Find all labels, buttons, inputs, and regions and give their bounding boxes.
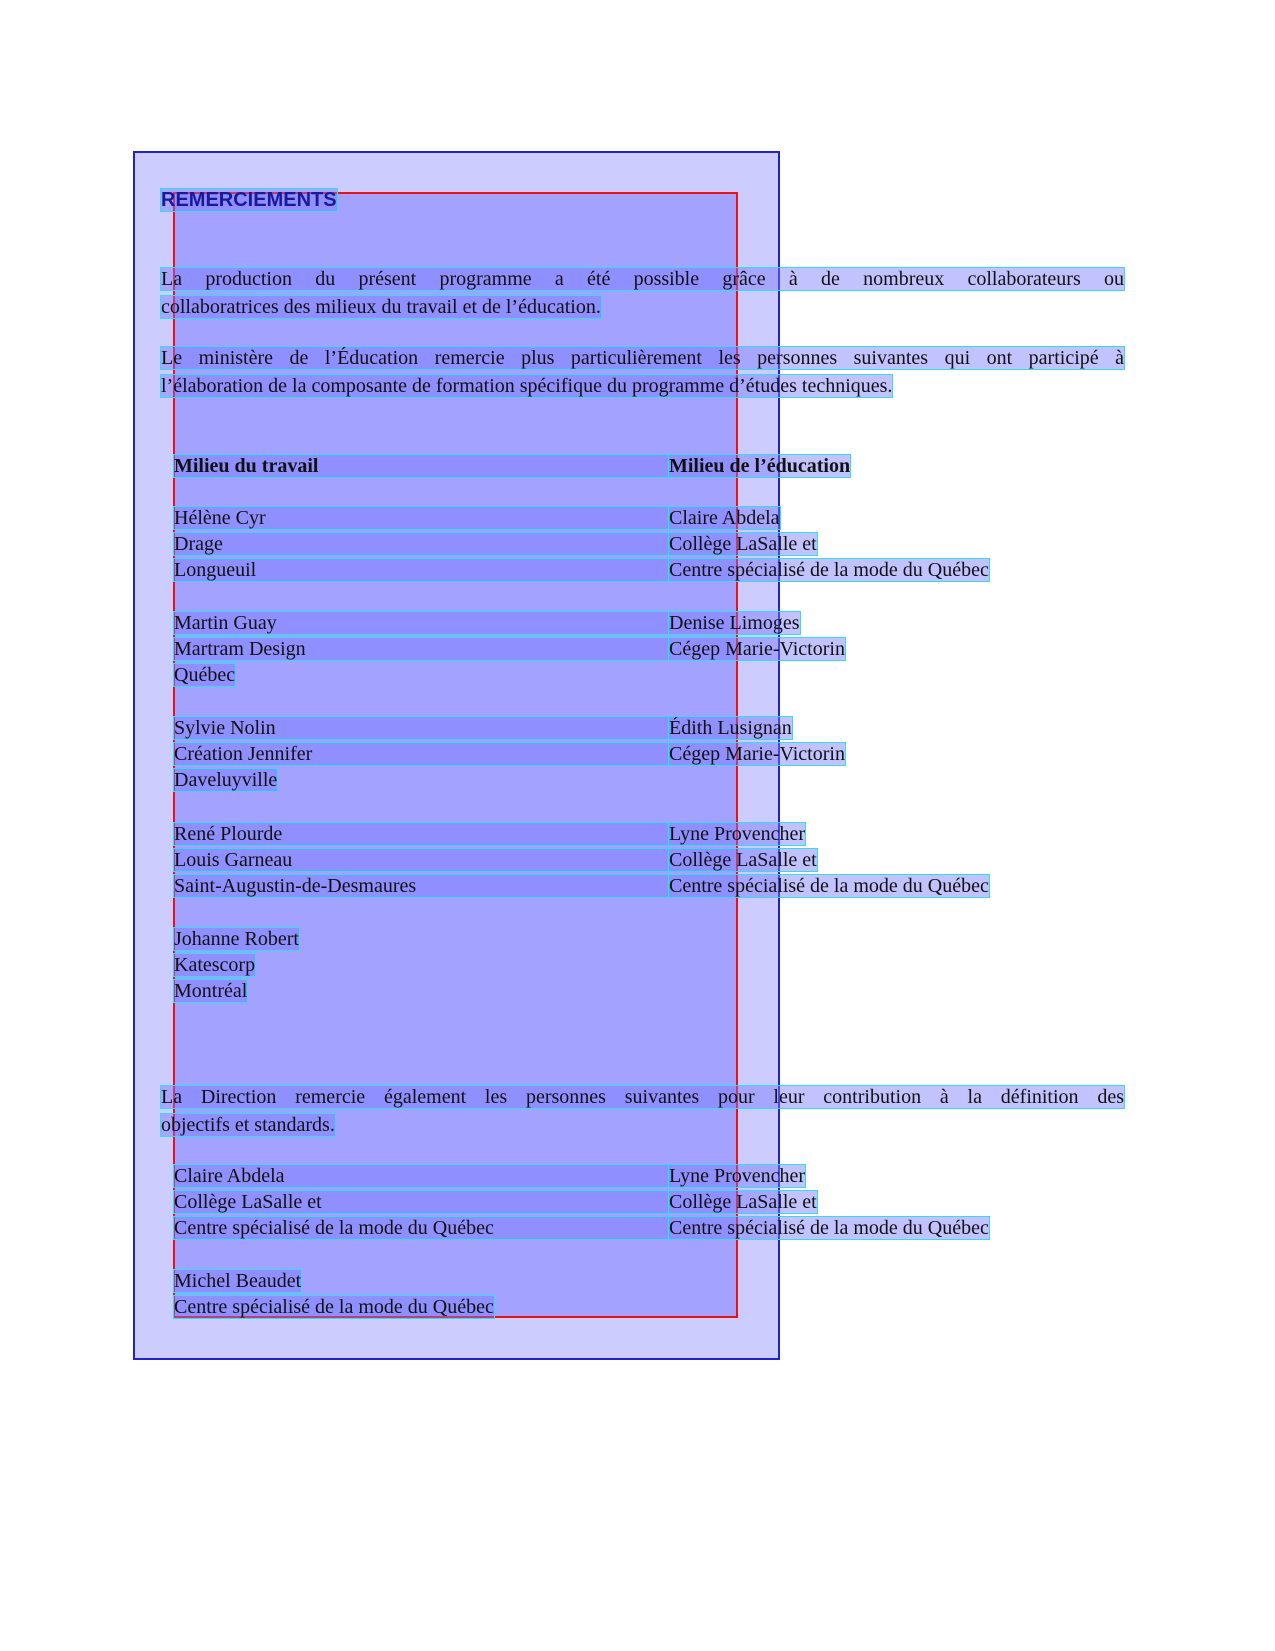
direction-person-name: Michel Beaudet xyxy=(174,1270,302,1292)
direction-person-name: Claire Abdela xyxy=(174,1165,669,1187)
intro-line-2: collaboratrices des milieux du travail et de l’éducation. xyxy=(161,296,601,318)
work-person-org: Martram Design xyxy=(174,638,669,660)
education-person-org: Cégep Marie-Victorin xyxy=(669,638,845,660)
work-person-city: Longueuil xyxy=(174,559,669,581)
direction-person-org: Centre spécialisé de la mode du Québec xyxy=(174,1217,669,1239)
column-heading-work: Milieu du travail xyxy=(174,455,669,477)
work-person-org: Création Jennifer xyxy=(174,743,669,765)
education-person-name: Édith Lusignan xyxy=(669,717,792,739)
intro-paragraph xyxy=(161,268,1124,322)
education-person-org: Collège LaSalle et xyxy=(669,533,817,555)
direction-person-org: Collège LaSalle et xyxy=(174,1191,669,1213)
work-person-city: Montréal xyxy=(174,980,248,1002)
direction-person-org: Collège LaSalle et xyxy=(669,1191,817,1213)
work-person-city: Québec xyxy=(174,664,236,686)
work-person-name: Hélène Cyr xyxy=(174,507,669,529)
work-person-name: Johanne Robert xyxy=(174,928,299,950)
work-person-org: Drage xyxy=(174,533,669,555)
thanks-line-2: l’élaboration de la composante de formation spécifique du programme d’études techniques. xyxy=(161,375,893,397)
education-person-name: Lyne Provencher xyxy=(669,823,806,845)
thanks-line-1: Le ministère de l’Éducation remercie plus particulièrement les personnes suivantes qui ont participé à xyxy=(161,347,1124,369)
work-person-org: Katescorp xyxy=(174,954,256,976)
direction-person-name: Lyne Provencher xyxy=(669,1165,806,1187)
education-person-org: Collège LaSalle et xyxy=(669,849,817,871)
thanks-paragraph xyxy=(161,347,1124,401)
education-person-name: Denise Limoges xyxy=(669,612,800,634)
direction-line-2: objectifs et standards. xyxy=(161,1114,335,1136)
work-person-city: Saint-Augustin-de-Desmaures xyxy=(174,875,669,897)
work-person-name: René Plourde xyxy=(174,823,669,845)
direction-person-org: Centre spécialisé de la mode du Québec xyxy=(174,1296,494,1318)
page-title: REMERCIEMENTS xyxy=(161,189,337,211)
education-person-org: Cégep Marie-Victorin xyxy=(669,743,845,765)
education-person-name: Claire Abdela xyxy=(669,507,780,529)
column-heading-education: Milieu de l’éducation xyxy=(669,455,851,477)
direction-paragraph xyxy=(161,1086,1124,1140)
work-person-city: Daveluyville xyxy=(174,769,278,791)
work-person-org: Louis Garneau xyxy=(174,849,669,871)
work-person-name: Martin Guay xyxy=(174,612,669,634)
direction-person-org: Centre spécialisé de la mode du Québec xyxy=(669,1217,989,1239)
work-person-name: Sylvie Nolin xyxy=(174,717,669,739)
education-person-org: Centre spécialisé de la mode du Québec xyxy=(669,875,989,897)
intro-line-1: La production du présent programme a été possible grâce à de nombreux collaborateurs ou xyxy=(161,268,1124,290)
education-person-org: Centre spécialisé de la mode du Québec xyxy=(669,559,989,581)
direction-line-1: La Direction remercie également les personnes suivantes pour leur contribution à la définition des xyxy=(161,1086,1124,1108)
